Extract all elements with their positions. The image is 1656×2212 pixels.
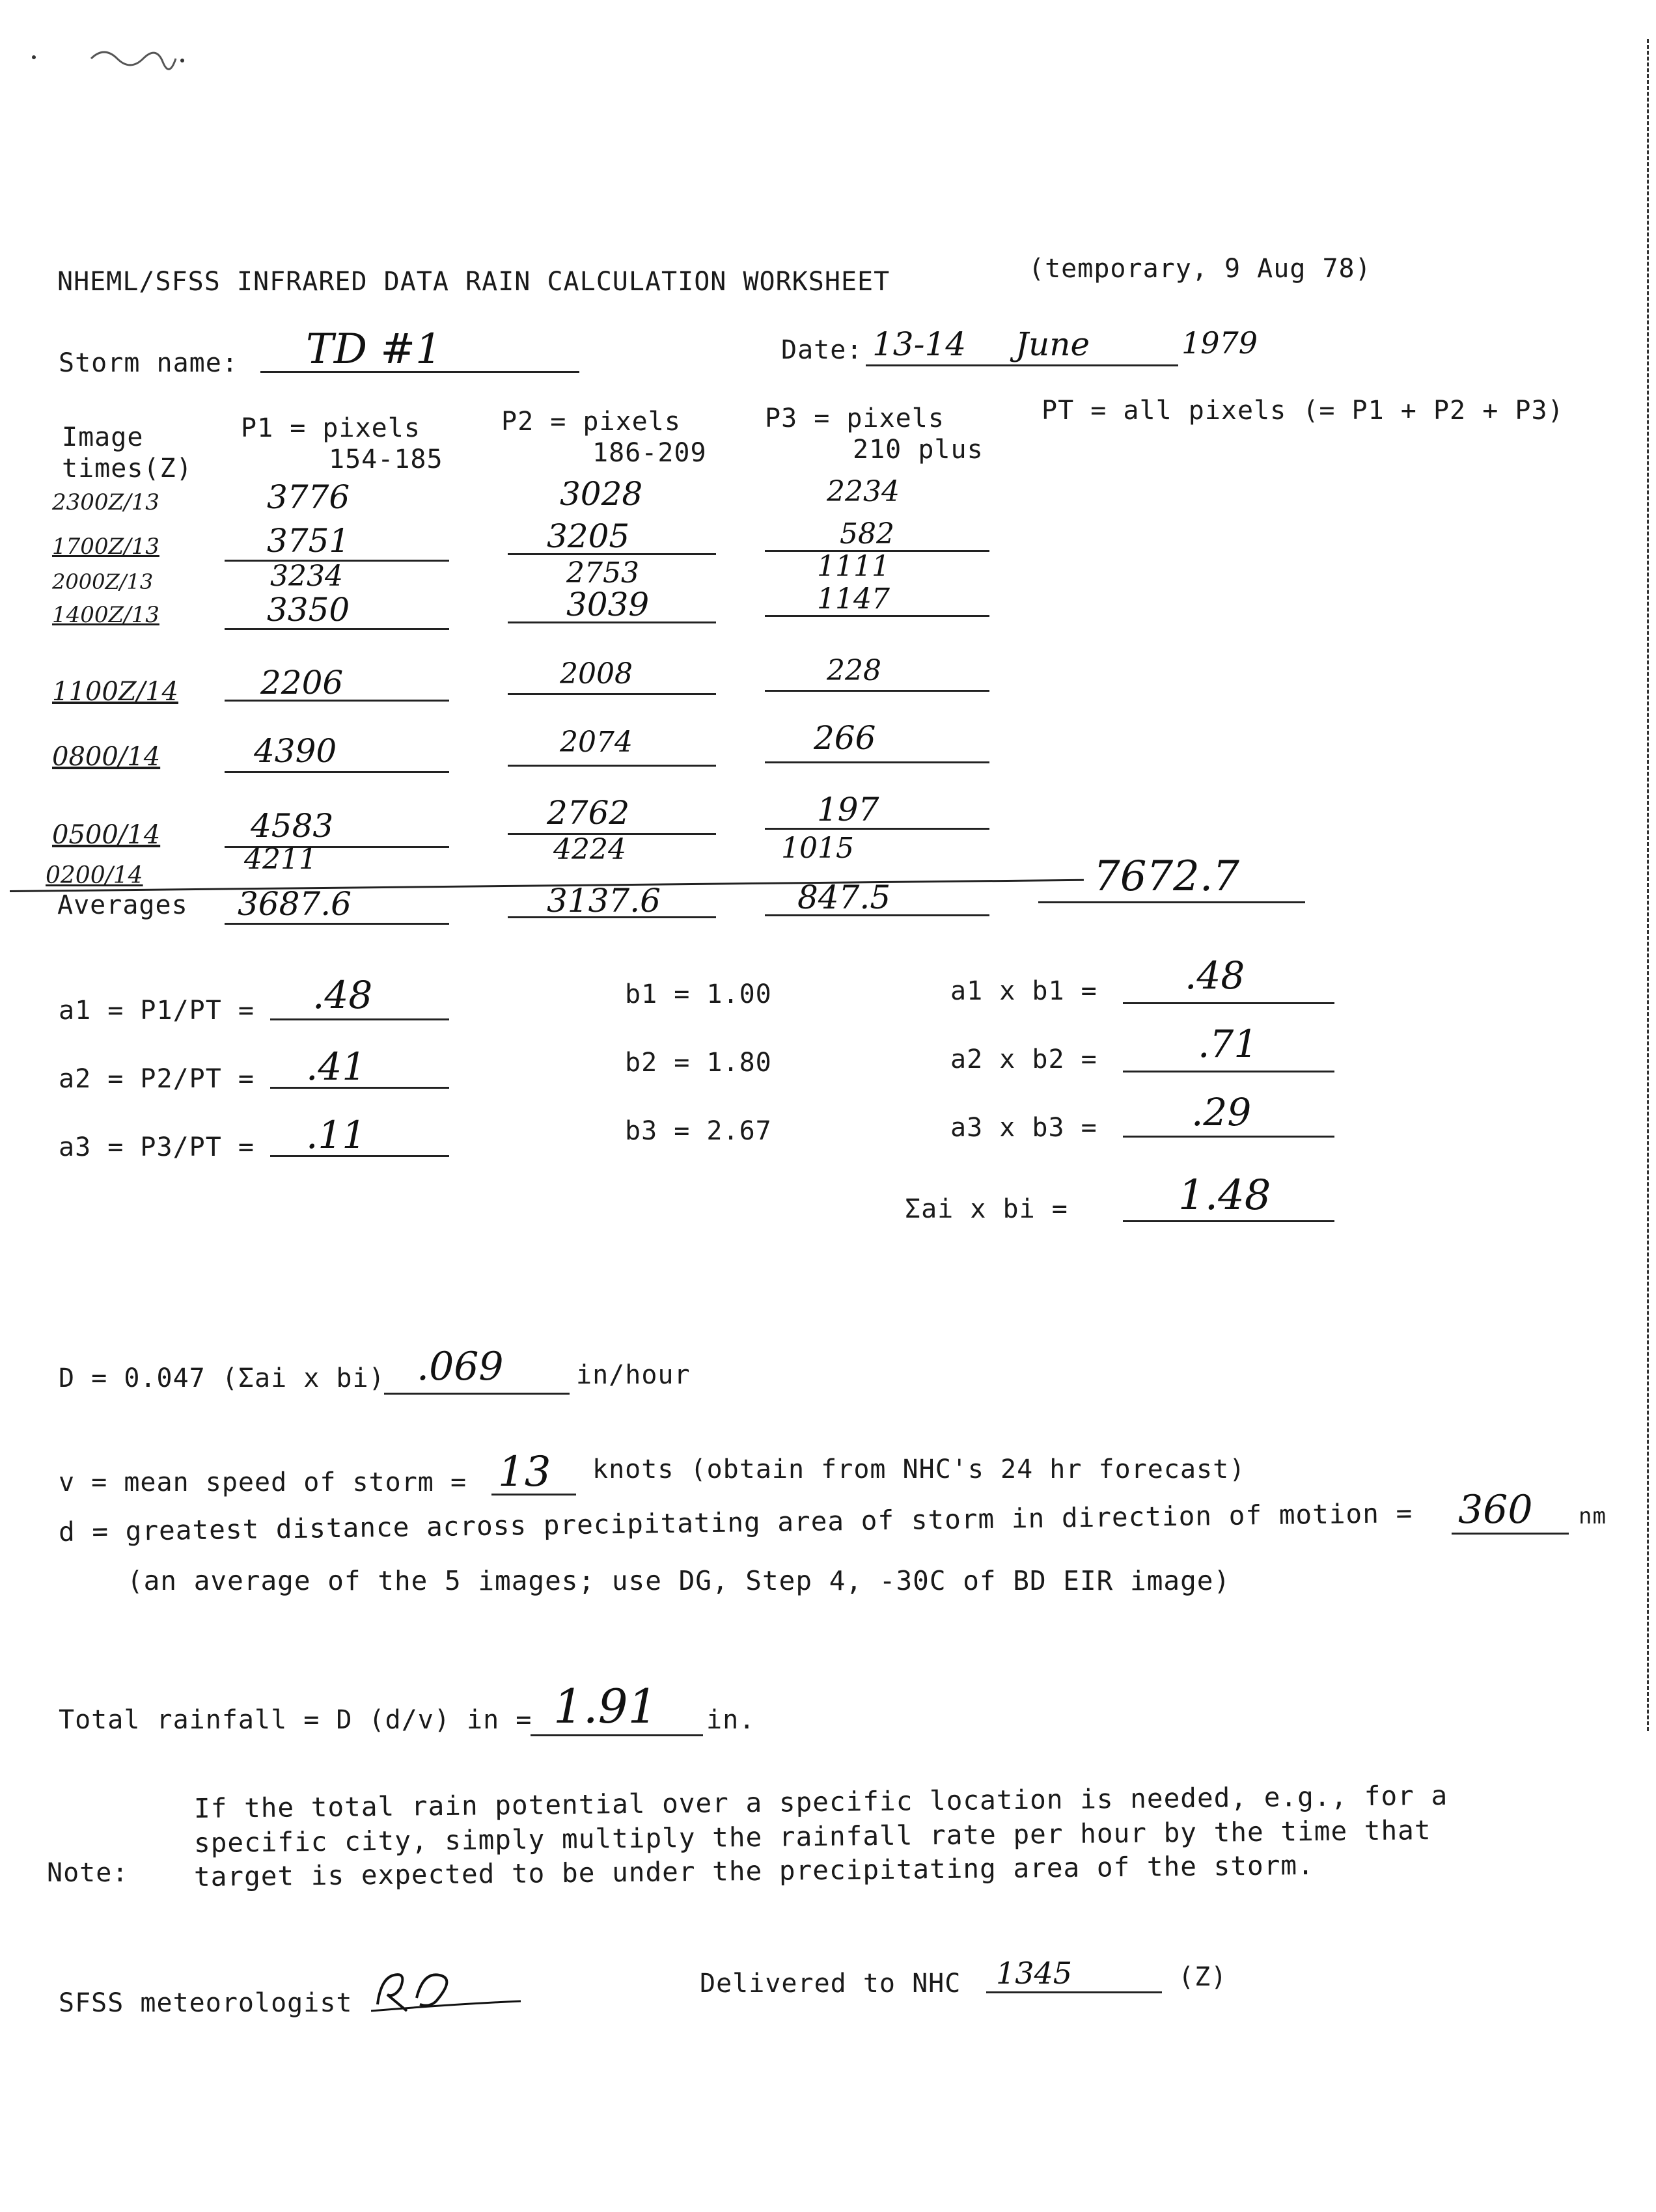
delivered-label: Delivered to NHC bbox=[700, 1969, 961, 1999]
vbar-value: 13 bbox=[498, 1448, 551, 1496]
row-p2: 2762 bbox=[547, 794, 630, 832]
averages-pt: 7672.7 bbox=[1094, 853, 1239, 901]
row-p1: 3234 bbox=[270, 560, 343, 593]
meteorologist-signature bbox=[371, 1959, 527, 2020]
dbar-label: D = 0.047 (Σai x bi) bbox=[59, 1363, 385, 1393]
row-p3-line bbox=[765, 615, 989, 617]
row-p2: 3039 bbox=[566, 586, 650, 623]
row-time: 1700Z/13 bbox=[52, 534, 159, 560]
ab3-value: .29 bbox=[1191, 1090, 1252, 1134]
date-year: 1979 bbox=[1181, 325, 1258, 361]
row-p2: 2008 bbox=[560, 657, 633, 690]
row-time: 0500/14 bbox=[52, 820, 161, 850]
p2-header: P2 = pixels bbox=[501, 407, 681, 437]
date-label: Date: bbox=[781, 335, 863, 365]
row-p3: 1111 bbox=[817, 550, 890, 583]
a2-line bbox=[270, 1087, 449, 1089]
row-p2-line bbox=[508, 693, 716, 695]
row-p2-line bbox=[508, 553, 716, 555]
row-p1: 4583 bbox=[251, 807, 334, 845]
dbar-unit: in/hour bbox=[576, 1360, 691, 1390]
vbar-unit: knots (obtain from NHC's 24 hr forecast) bbox=[592, 1454, 1246, 1484]
ab1-line bbox=[1123, 1002, 1334, 1004]
dbar-value: .069 bbox=[417, 1344, 504, 1389]
date-line bbox=[866, 364, 1178, 366]
row-p2-line bbox=[508, 621, 716, 623]
a3-value: .11 bbox=[306, 1113, 366, 1157]
averages-p2: 3137.6 bbox=[547, 882, 661, 920]
a3-line bbox=[270, 1155, 449, 1157]
total-label: Total rainfall = D (d/v) in = bbox=[59, 1705, 532, 1735]
ab2-label: a2 x b2 = bbox=[950, 1045, 1097, 1074]
averages-p3: 847.5 bbox=[797, 879, 891, 916]
row-p1-line bbox=[225, 771, 449, 773]
a1-label: a1 = P1/PT = bbox=[59, 996, 255, 1026]
row-time: 2000Z/13 bbox=[52, 569, 154, 594]
sum-line bbox=[1123, 1220, 1334, 1222]
row-p2-line bbox=[508, 765, 716, 767]
total-unit: in. bbox=[706, 1705, 756, 1735]
note-line-3: target is expected to be under the precipitating area of the storm. bbox=[193, 1849, 1315, 1892]
a2-value: .41 bbox=[306, 1045, 366, 1089]
p1-range: 154-185 bbox=[329, 444, 443, 474]
row-p1: 3751 bbox=[267, 522, 350, 560]
averages-p2-line bbox=[508, 916, 716, 918]
d-note: (an average of the 5 images; use DG, Step 4, -30C of BD EIR image) bbox=[127, 1565, 1231, 1596]
total-value: 1.91 bbox=[553, 1679, 658, 1734]
row-time: 1400Z/13 bbox=[52, 602, 159, 628]
row-p1: 4390 bbox=[254, 732, 337, 770]
row-p3-line bbox=[765, 761, 989, 763]
b1-label: b1 = 1.00 bbox=[625, 979, 772, 1009]
vbar-line bbox=[491, 1494, 576, 1495]
date-value: 13-14 bbox=[872, 325, 967, 363]
row-p2: 3028 bbox=[560, 475, 643, 513]
row-p3: 228 bbox=[827, 654, 881, 687]
delivered-unit: (Z) bbox=[1178, 1962, 1228, 1992]
row-p1: 3350 bbox=[267, 591, 350, 629]
row-p1: 2206 bbox=[260, 664, 344, 702]
pt-header: PT = all pixels (= P1 + P2 + P3) bbox=[1042, 396, 1564, 426]
delivered-value: 1345 bbox=[996, 1956, 1073, 1991]
averages-p1-line bbox=[225, 923, 449, 925]
page-edge-line bbox=[1647, 39, 1649, 1731]
ab1-label: a1 x b1 = bbox=[950, 976, 1097, 1006]
averages-p1: 3687.6 bbox=[238, 885, 352, 923]
p3-range: 210 plus bbox=[853, 435, 984, 465]
note-line-2: specific city, simply multiply the rainfall rate per hour by the time that bbox=[193, 1814, 1431, 1859]
averages-label: Averages bbox=[57, 890, 188, 920]
storm-name-line bbox=[260, 371, 579, 373]
a1-value: .48 bbox=[312, 973, 373, 1017]
row-p1: 4211 bbox=[244, 843, 317, 876]
row-p2: 2074 bbox=[560, 726, 633, 759]
d-label: d = greatest distance across precipitating area of storm in direction of motion = bbox=[58, 1497, 1413, 1548]
row-p1-line bbox=[225, 628, 449, 630]
ab1-value: .48 bbox=[1185, 953, 1245, 998]
ab2-value: .71 bbox=[1198, 1022, 1258, 1066]
a3-label: a3 = P3/PT = bbox=[59, 1132, 255, 1162]
note-label: Note: bbox=[47, 1858, 129, 1888]
row-p3: 1015 bbox=[781, 832, 854, 865]
row-p2: 4224 bbox=[553, 833, 626, 866]
storm-name-value: TD #1 bbox=[306, 325, 442, 374]
image-times-header: Image times(Z) bbox=[62, 422, 193, 484]
row-time: 2300Z/13 bbox=[52, 489, 159, 515]
meteorologist-label: SFSS meteorologist bbox=[59, 1988, 353, 2018]
row-p3-line bbox=[765, 828, 989, 830]
b3-label: b3 = 2.67 bbox=[625, 1116, 772, 1146]
row-p3: 197 bbox=[817, 791, 879, 828]
d-value: 360 bbox=[1458, 1487, 1533, 1533]
sum-label: Σai x bi = bbox=[905, 1194, 1068, 1224]
note-line-1: If the total rain potential over a specific location is needed, e.g., for a bbox=[193, 1779, 1448, 1824]
worksheet-title: NHEML/SFSS INFRARED DATA RAIN CALCULATION WORKSHEET bbox=[57, 267, 890, 297]
worksheet-temporary-note: (temporary, 9 Aug 78) bbox=[1028, 254, 1372, 284]
averages-pt-line bbox=[1038, 901, 1305, 903]
vbar-label: v = mean speed of storm = bbox=[59, 1468, 467, 1497]
d-line bbox=[1452, 1533, 1569, 1535]
row-p3-line bbox=[765, 690, 989, 692]
row-p3: 582 bbox=[840, 517, 894, 551]
ab3-label: a3 x b3 = bbox=[950, 1113, 1097, 1143]
row-p1: 3776 bbox=[267, 478, 350, 516]
d-unit: nm bbox=[1579, 1503, 1607, 1529]
row-p3: 2234 bbox=[827, 475, 900, 508]
row-p2: 3205 bbox=[547, 517, 630, 555]
p3-header: P3 = pixels bbox=[765, 403, 945, 433]
a2-label: a2 = P2/PT = bbox=[59, 1064, 255, 1094]
sum-value: 1.48 bbox=[1178, 1171, 1271, 1220]
row-time: 1100Z/14 bbox=[52, 677, 178, 707]
p2-range: 186-209 bbox=[592, 438, 707, 468]
ab2-line bbox=[1123, 1071, 1334, 1072]
dbar-line bbox=[384, 1393, 570, 1395]
date-month: June bbox=[1015, 325, 1090, 363]
p1-header: P1 = pixels bbox=[241, 413, 421, 443]
averages-p3-line bbox=[765, 914, 989, 916]
ab3-line bbox=[1123, 1136, 1334, 1138]
corner-scribble bbox=[26, 39, 195, 81]
delivered-line bbox=[986, 1991, 1162, 1993]
total-line bbox=[531, 1734, 703, 1736]
row-p2: 2753 bbox=[566, 556, 639, 590]
storm-name-label: Storm name: bbox=[59, 348, 238, 378]
row-p3: 1147 bbox=[817, 582, 890, 616]
row-time: 0200/14 bbox=[46, 862, 143, 889]
b2-label: b2 = 1.80 bbox=[625, 1048, 772, 1078]
a1-line bbox=[270, 1018, 449, 1020]
row-p1-line bbox=[225, 700, 449, 702]
row-p3: 266 bbox=[814, 719, 876, 757]
row-time: 0800/14 bbox=[52, 742, 161, 772]
